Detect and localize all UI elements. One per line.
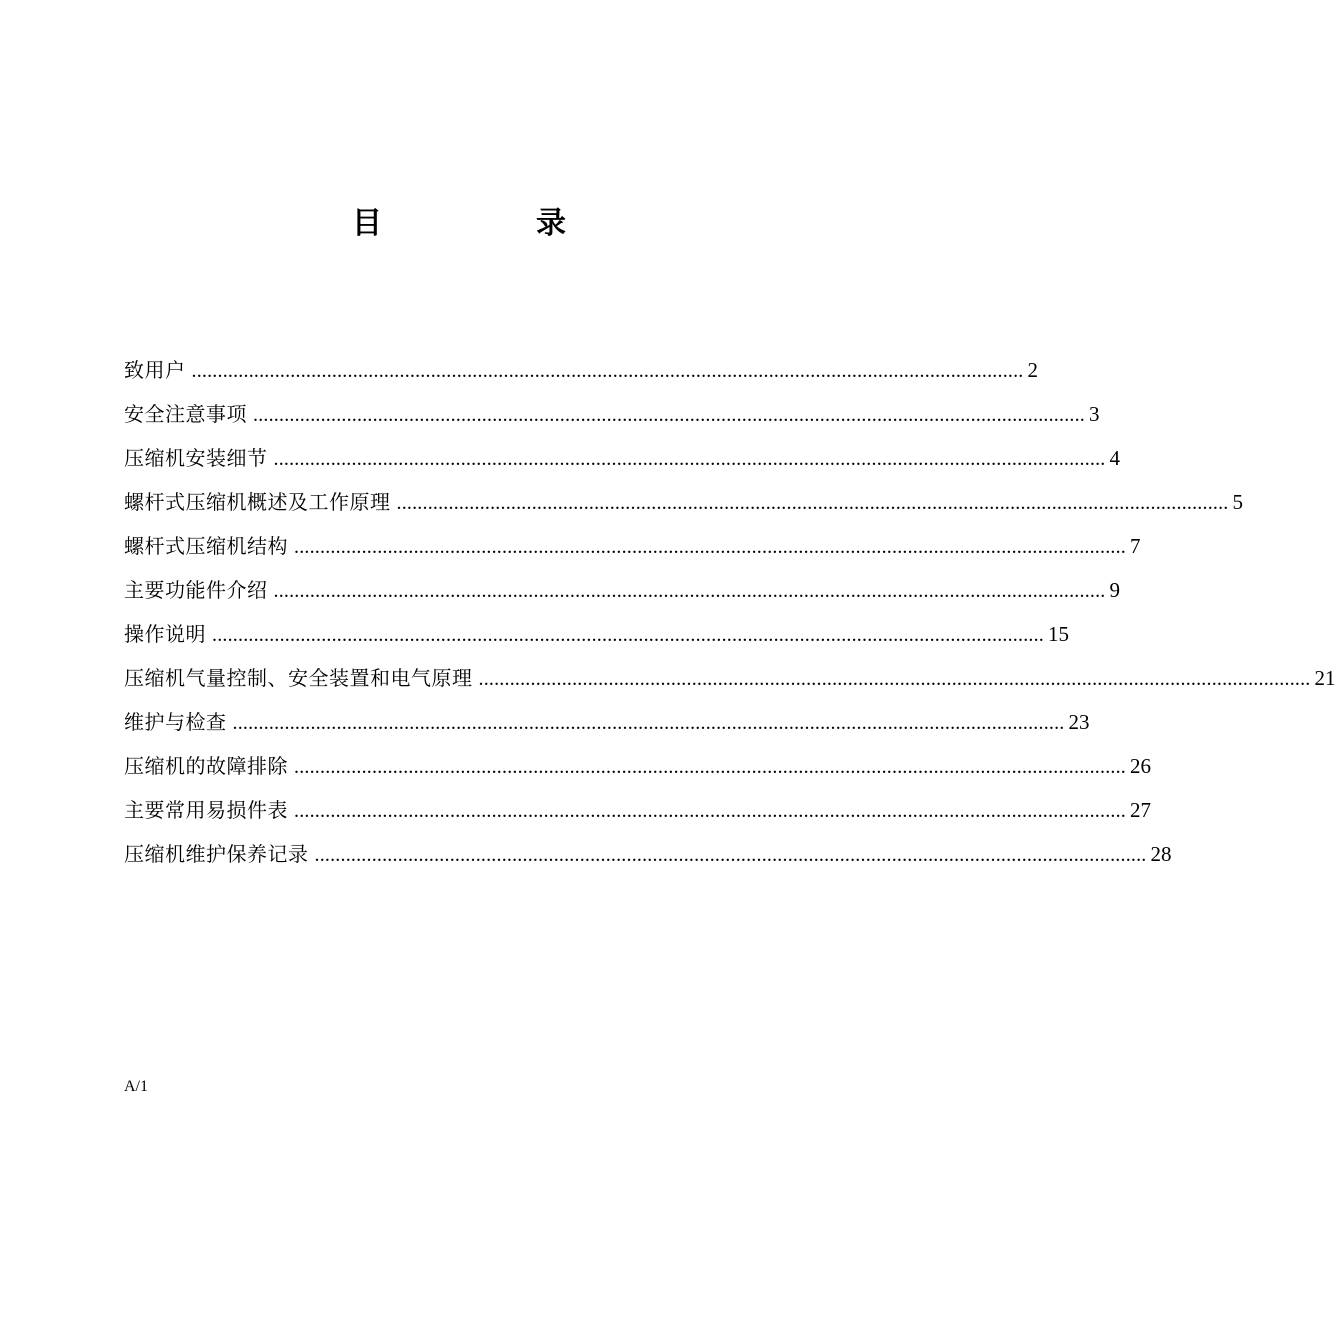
toc-entry-page: 28 — [1150, 842, 1172, 866]
table-of-contents — [124, 352, 1336, 880]
toc-dot-leader: ................................................................................................................................................................ — [478, 668, 1311, 690]
toc-entry-label: 操作说明 — [124, 622, 206, 646]
toc-entry-label: 主要功能件介绍 — [124, 578, 268, 602]
toc-dot-leader: ................................................................................................................................................................ — [191, 360, 1024, 382]
toc-entry[interactable] — [124, 396, 1100, 440]
toc-entry-page: 2 — [1027, 358, 1038, 382]
page-title: 目 录 — [352, 206, 628, 241]
toc-entry-label: 压缩机的故障排除 — [124, 754, 288, 778]
toc-entry-label: 安全注意事项 — [124, 402, 247, 426]
toc-entry-label: 主要常用易损件表 — [124, 798, 288, 822]
toc-entry[interactable] — [124, 528, 1141, 572]
toc-entry-page: 27 — [1130, 798, 1151, 822]
toc-entry-page: 3 — [1089, 402, 1100, 426]
toc-entry[interactable] — [124, 704, 1090, 748]
toc-entry[interactable] — [124, 660, 1336, 704]
toc-entry-label: 维护与检查 — [124, 710, 227, 734]
toc-entry[interactable] — [124, 484, 1243, 528]
toc-entry[interactable] — [124, 440, 1120, 484]
toc-entry[interactable] — [124, 748, 1151, 792]
toc-entry-page: 15 — [1048, 622, 1069, 646]
toc-dot-leader: ................................................................................................................................................................ — [294, 756, 1126, 778]
toc-dot-leader: ................................................................................................................................................................ — [212, 624, 1044, 646]
toc-entry-page: 23 — [1068, 710, 1090, 734]
toc-entry[interactable] — [124, 572, 1120, 616]
toc-dot-leader: ................................................................................................................................................................ — [273, 580, 1106, 602]
toc-entry[interactable] — [124, 616, 1069, 660]
toc-dot-leader: ................................................................................................................................................................ — [273, 448, 1106, 470]
toc-entry-label: 螺杆式压缩机结构 — [124, 534, 288, 558]
toc-entry-page: 7 — [1130, 534, 1141, 558]
toc-dot-leader: ................................................................................................................................................................ — [253, 404, 1085, 426]
toc-entry[interactable] — [124, 792, 1151, 836]
toc-dot-leader: ................................................................................................................................................................ — [294, 536, 1126, 558]
toc-entry[interactable] — [124, 836, 1172, 880]
toc-entry-label: 压缩机维护保养记录 — [124, 842, 309, 866]
toc-entry-page: 4 — [1109, 446, 1120, 470]
footer-code: A/1 — [124, 1078, 148, 1095]
toc-dot-leader: ................................................................................................................................................................ — [294, 800, 1126, 822]
toc-dot-leader: ................................................................................................................................................................ — [396, 492, 1229, 514]
toc-dot-leader: ................................................................................................................................................................ — [232, 712, 1065, 734]
toc-entry-label: 压缩机安装细节 — [124, 446, 268, 470]
toc-entry-label: 压缩机气量控制、安全装置和电气原理 — [124, 666, 473, 690]
toc-entry-label: 螺杆式压缩机概述及工作原理 — [124, 490, 391, 514]
toc-entry-page: 5 — [1232, 490, 1243, 514]
toc-dot-leader: ................................................................................................................................................................ — [314, 844, 1147, 866]
toc-entry-page: 21 — [1314, 666, 1336, 690]
toc-entry[interactable] — [124, 352, 1038, 396]
toc-entry-label: 致用户 — [124, 358, 186, 382]
toc-entry-page: 9 — [1109, 578, 1120, 602]
toc-entry-page: 26 — [1130, 754, 1151, 778]
